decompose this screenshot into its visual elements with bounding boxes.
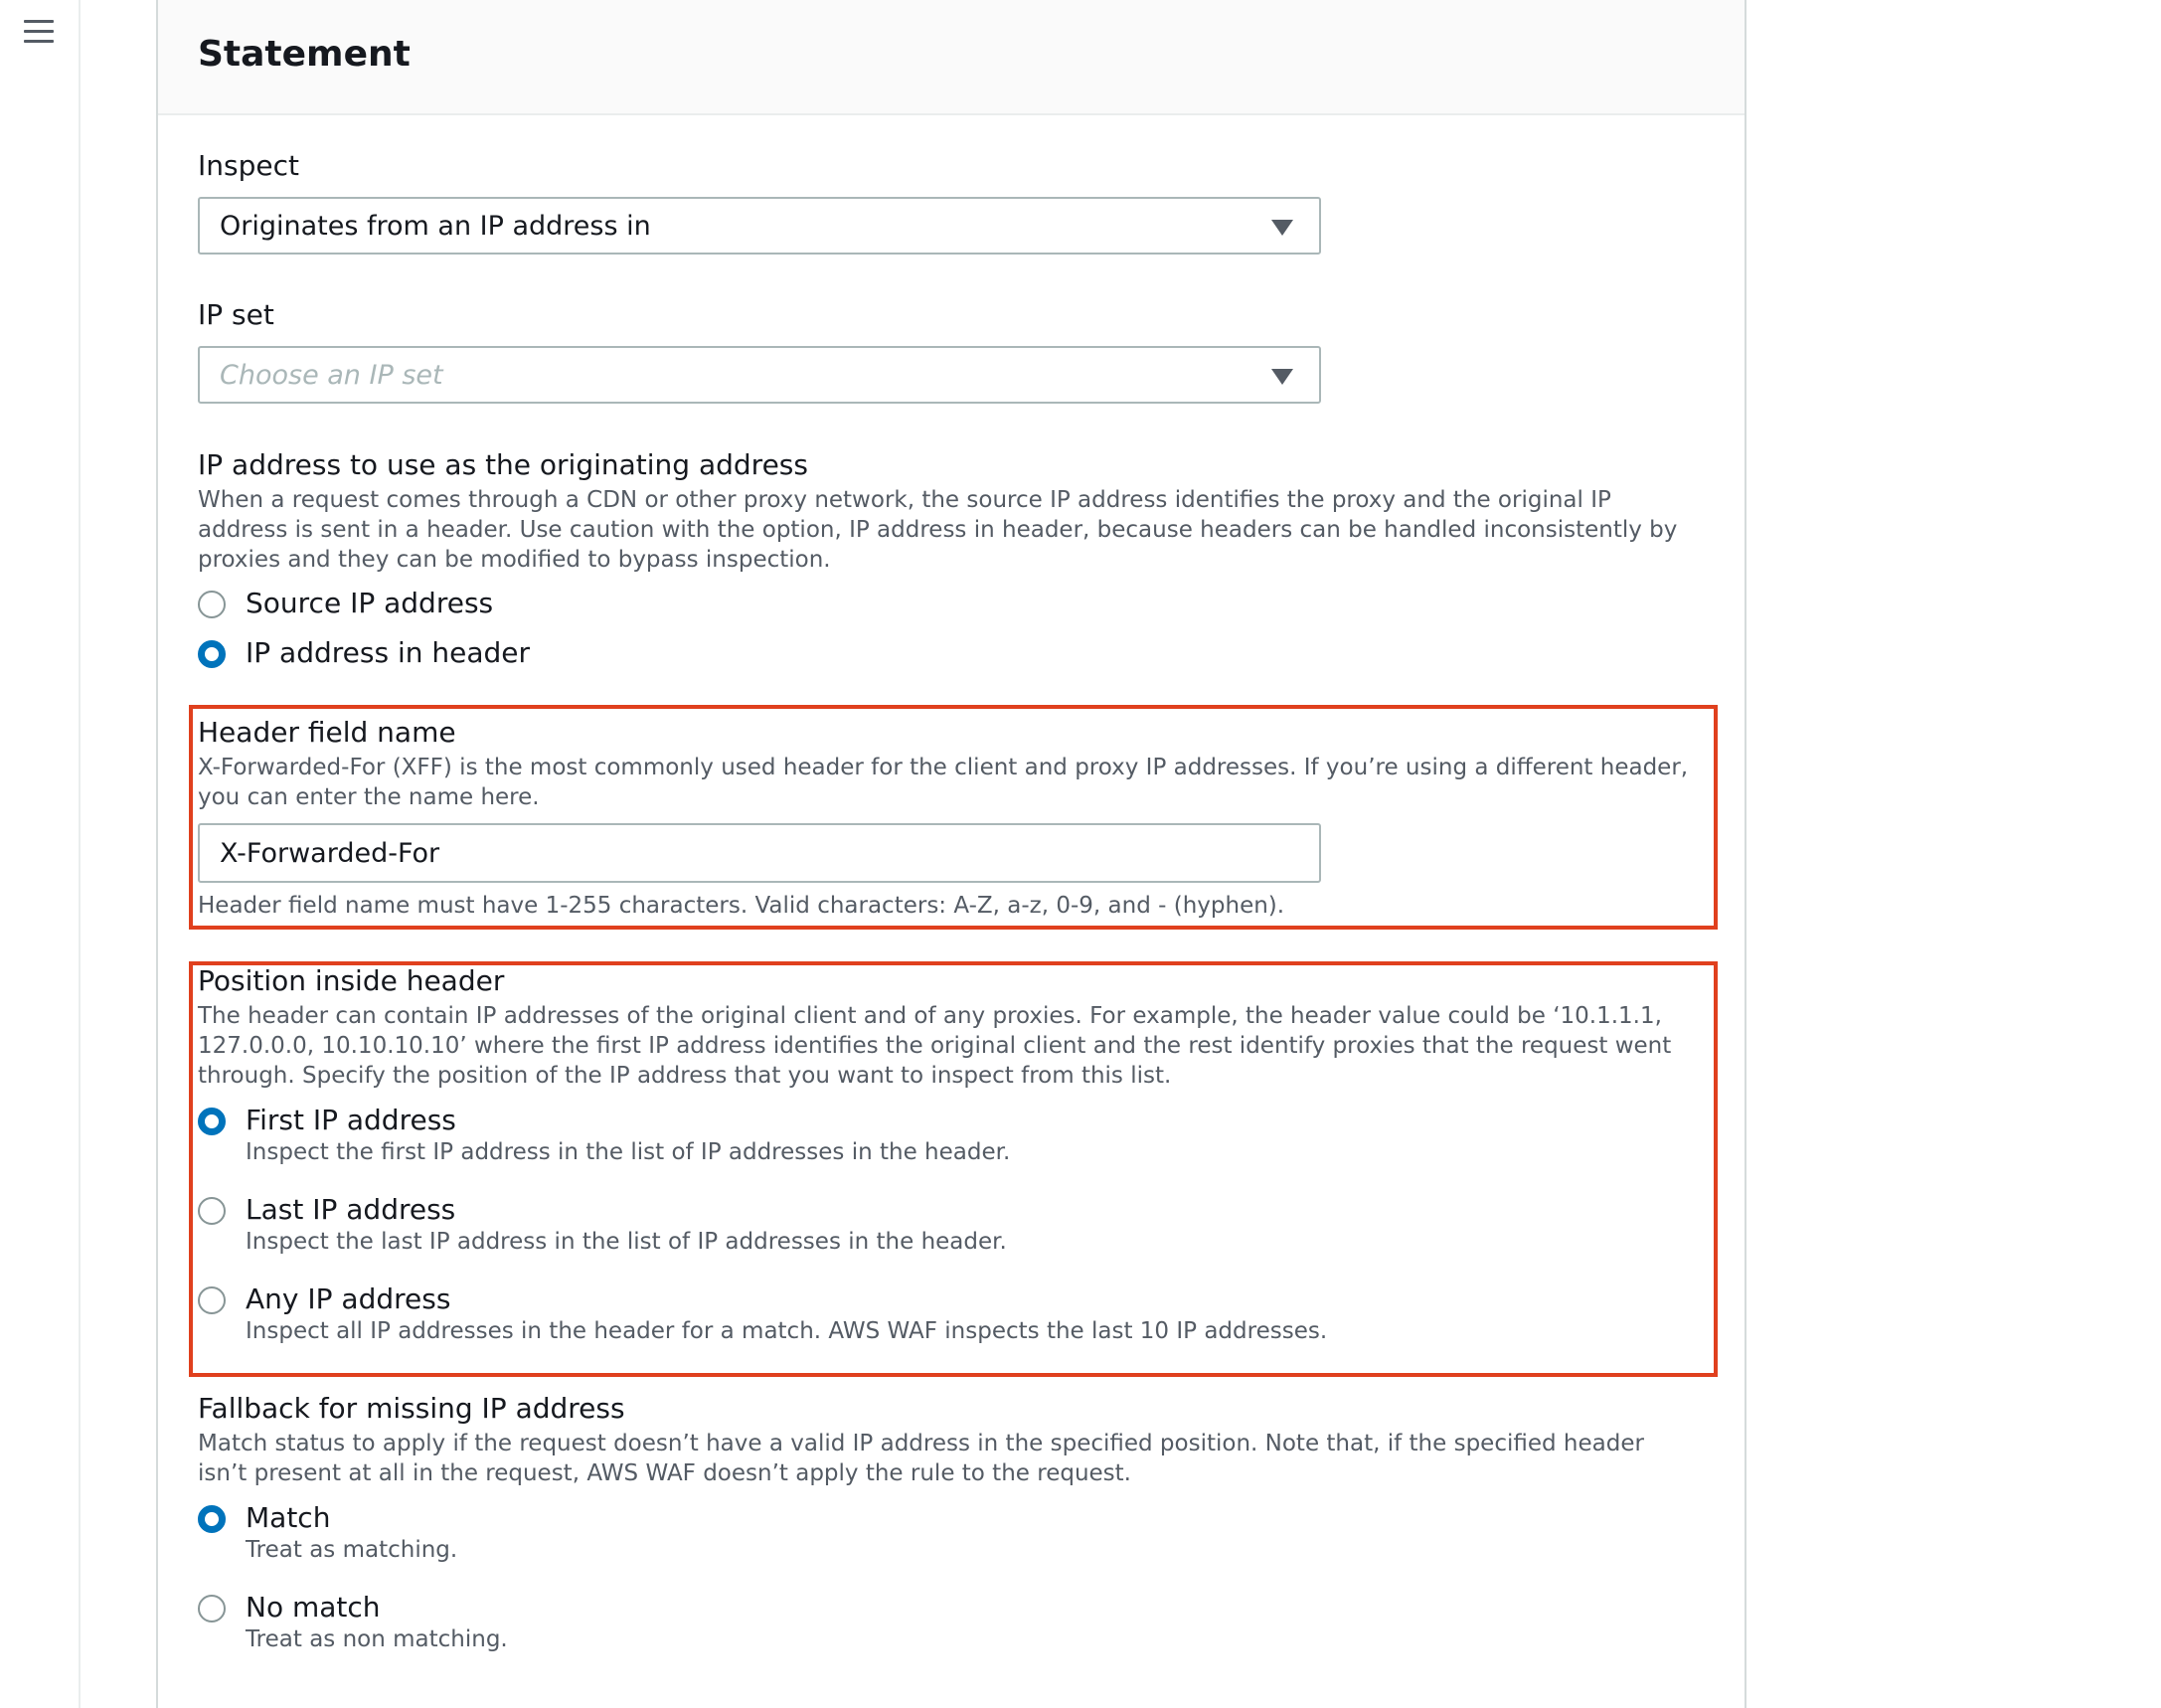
origin-address-label: IP address to use as the originating address [198, 448, 808, 481]
origin-address-description: When a request comes through a CDN or other proxy network, the source IP address identifies the proxy and the original IP address is sent in a header. Use caution with the option, IP address in header, because headers can be handled inconsistently by proxies and they can be modified to bypass inspection. [198, 487, 1678, 573]
radio-button-checked[interactable] [198, 1108, 226, 1135]
radio-button-checked[interactable] [198, 1505, 226, 1533]
inspect-select[interactable] [198, 197, 1321, 255]
radio-button-unchecked[interactable] [198, 591, 226, 618]
statement-panel [156, 0, 1746, 1708]
radio-match-description: Treat as matching. [246, 1537, 458, 1563]
fallback-label: Fallback for missing IP address [198, 1392, 625, 1425]
header-field-description: X-Forwarded-For (XFF) is the most commonly used header for the client and proxy IP addresses. If you’re using a different header, you can enter the name here. [198, 755, 1689, 810]
radio-button-unchecked[interactable] [198, 1286, 226, 1314]
header-field-input-value: X-Forwarded-For [220, 838, 440, 869]
caret-down-icon [1271, 369, 1293, 385]
position-description: The header can contain IP addresses of the original client and of any proxies. For example, the header value could be ‘10.1.1.1, 127.0.0.0, 10.10.10.10’ where the first IP address identifies the original client and the rest identify proxies that the request went through. Specify the position of the IP address that you want to inspect from this list. [198, 1003, 1672, 1089]
fallback-description: Match status to apply if the request doesn’t have a valid IP address in the specified position. Note that, if the specified header isn’t present at all in the request, AWS WAF doesn’t apply the rule to the request. [198, 1431, 1644, 1486]
radio-any-ip-label: Any IP address [246, 1282, 451, 1315]
radio-no-match-label: No match [246, 1591, 381, 1623]
radio-last-ip-label: Last IP address [246, 1193, 456, 1226]
radio-source-ip-label: Source IP address [246, 587, 494, 619]
header-field-input[interactable] [198, 823, 1321, 883]
inspect-select-value: Originates from an IP address in [220, 211, 651, 242]
ip-set-select[interactable] [198, 346, 1321, 404]
ip-set-placeholder: Choose an IP set [220, 360, 443, 391]
hamburger-menu-icon[interactable] [24, 20, 54, 44]
radio-button-checked[interactable] [198, 640, 226, 668]
ip-set-label: IP set [198, 298, 274, 331]
panel-header [158, 0, 1745, 115]
panel-title: Statement [198, 34, 411, 75]
radio-match-label: Match [246, 1501, 331, 1534]
radio-first-ip-description: Inspect the first IP address in the list of IP addresses in the header. [246, 1139, 1011, 1165]
header-field-label: Header field name [198, 716, 456, 749]
caret-down-icon [1271, 220, 1293, 236]
position-label: Position inside header [198, 964, 505, 997]
header-field-constraint: Header field name must have 1-255 characters. Valid characters: A-Z, a-z, 0-9, and - (hyphen). [198, 893, 1285, 919]
radio-no-match-description: Treat as non matching. [246, 1626, 508, 1652]
radio-ip-in-header-label: IP address in header [246, 636, 531, 669]
inspect-label: Inspect [198, 149, 299, 182]
radio-button-unchecked[interactable] [198, 1595, 226, 1623]
radio-last-ip-description: Inspect the last IP address in the list of IP addresses in the header. [246, 1229, 1007, 1255]
radio-first-ip-label: First IP address [246, 1104, 456, 1136]
left-navigation-rail [0, 0, 81, 1708]
content-gutter [81, 0, 156, 1708]
radio-button-unchecked[interactable] [198, 1197, 226, 1225]
radio-any-ip-description: Inspect all IP addresses in the header for a match. AWS WAF inspects the last 10 IP addresses. [246, 1318, 1328, 1344]
